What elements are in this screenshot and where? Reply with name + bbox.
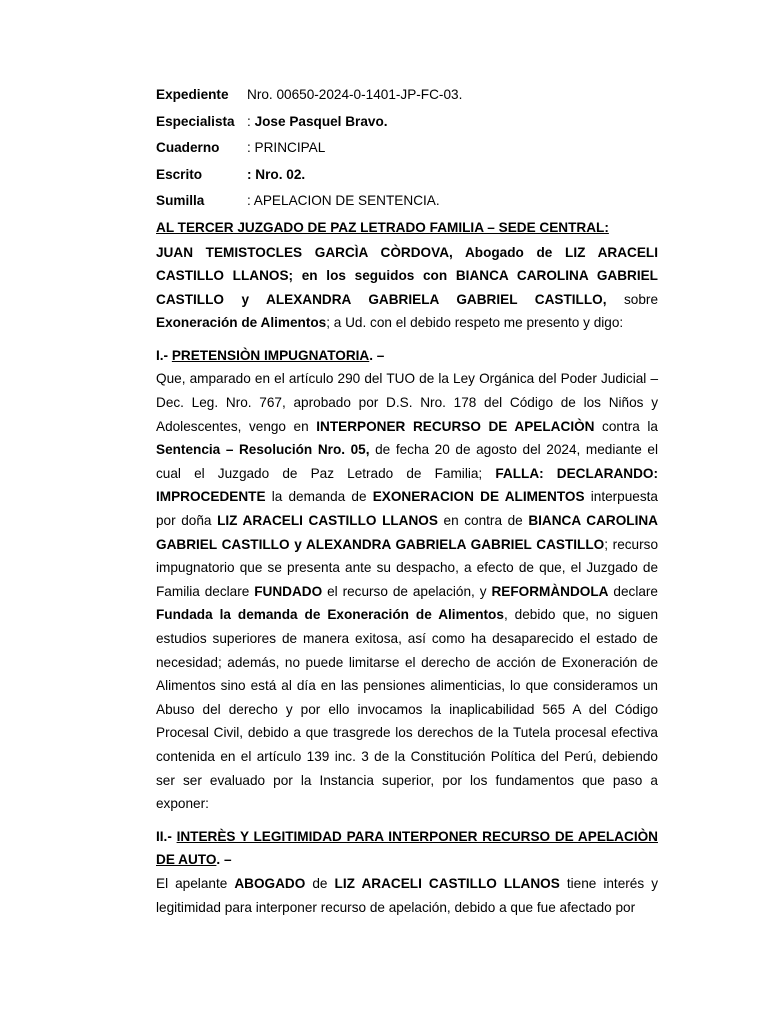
section-number: I.-	[156, 347, 172, 363]
document-page	[156, 82, 658, 919]
text-run: El apelante	[156, 875, 235, 891]
intro-text: ; a Ud. con el debido respeto me presento y digo:	[326, 315, 624, 331]
text-run-bold: REFORMÀNDOLA	[491, 583, 609, 599]
text-run-bold: LIZ ARACELI CASTILLO LLANOS	[217, 513, 438, 529]
header-value: Nro. 00650-2024-0-1401-JP-FC-03.	[247, 87, 463, 102]
intro-parties: JUAN TEMISTOCLES GARCÌA CÒRDOVA, Abogado de LIZ ARACELI CASTILLO LLANOS; en los seguidos con BIANCA CAROLINA GABRIEL CASTILLO y ALEXANDRA GABRIELA GABRIEL CASTILLO,	[156, 244, 658, 307]
section-1-heading	[156, 344, 658, 368]
text-run: el recurso de apelación, y	[322, 583, 492, 599]
header-row-sumilla	[156, 188, 658, 215]
text-run-bold: Sentencia – Resolución Nro. 05,	[156, 442, 370, 458]
text-run: interpuesta por doña	[156, 489, 658, 529]
header-label: Expediente	[156, 87, 229, 102]
intro-matter: Exoneración de Alimentos	[156, 315, 327, 331]
text-run-bold: INTERPONER RECURSO DE APELACIÒN	[316, 418, 595, 434]
text-run: Que, amparado en el artículo 290 del TUO de la Ley Orgánica del Poder Judicial – Dec. Leg. Nro. 767, aprobado por D.S. Nro. 178 del Código de los Niños y Adolescentes, vengo en	[156, 371, 658, 434]
text-run-bold: FUNDADO	[254, 583, 323, 599]
text-run-bold: LIZ ARACELI CASTILLO LLANOS	[334, 875, 560, 891]
text-run: , debido que, no siguen estudios superiores de manera exitosa, así como ha desaparecido el estado de necesidad; además, no puede limitarse el derecho de acción de Exoneración de Alimentos sino está al día en las pensiones alimenticias, lo que consideramos un Abuso del derecho y por ello invocamos la inaplicabilidad 565 A del Código Procesal Civil, debido a que trasgrede los derechos de la Tutela procesal efectiva contenida en el artículo 139 inc. 3 de la Constitución Política del Perú, debiendo ser ser evaluado por la Instancia superior, por los fundamentos que paso a exponer:	[156, 607, 659, 812]
header-label: Escrito	[156, 166, 203, 182]
header-label: Sumilla	[156, 193, 205, 208]
text-run-bold: EXONERACION DE ALIMENTOS	[372, 489, 585, 505]
header-label: Cuaderno	[156, 140, 220, 155]
intro-paragraph	[156, 241, 658, 335]
text-run: la demanda de	[265, 489, 373, 505]
header-value: : Nro. 02.	[247, 166, 306, 182]
header-value: : APELACION DE SENTENCIA.	[247, 193, 440, 208]
text-run: tiene interés y legitimidad para interponer recurso de apelación, debido a que fue afectado por	[156, 875, 658, 915]
header-row-cuaderno	[156, 135, 658, 162]
header-row-escrito	[156, 162, 658, 189]
header-row-expediente	[156, 82, 658, 109]
section-2-heading	[156, 825, 658, 872]
text-run-bold: Fundada la demanda de Exoneración de Alimentos	[156, 607, 504, 623]
intro-text: sobre	[606, 291, 659, 307]
header-value: : PRINCIPAL	[247, 140, 326, 155]
section-number: II.-	[156, 828, 177, 844]
text-run: ; recurso impugnatorio que se presenta ante su despacho, a efecto de que, el Juzgado de Familia declare	[156, 536, 658, 599]
header-value-text: Jose Pasquel Bravo.	[254, 113, 388, 129]
text-run-bold: BIANCA CAROLINA GABRIEL CASTILLO y ALEXANDRA GABRIELA GABRIEL CASTILLO	[156, 513, 658, 552]
addressee-line: AL TERCER JUZGADO DE PAZ LETRADO FAMILIA – SEDE CENTRAL:	[156, 219, 609, 235]
header-row-especialista	[156, 109, 658, 136]
section-title: INTERÈS Y LEGITIMIDAD PARA INTERPONER RECURSO DE APELACIÒN DE AUTO	[156, 828, 658, 868]
section-2-paragraph	[156, 872, 658, 919]
case-header	[156, 82, 658, 215]
text-run-bold: FALLA: DECLARANDO: IMPROCEDENTE	[156, 465, 658, 505]
section-suffix: . –	[369, 347, 385, 363]
header-value	[247, 109, 388, 136]
text-run: declare	[608, 583, 658, 599]
section-1-paragraph	[156, 367, 658, 815]
text-run: de fecha 20 de agosto del 2024, mediante el cual el Juzgado de Paz Letrado de Familia;	[156, 442, 658, 481]
text-run: contra la	[594, 418, 658, 434]
text-run: de	[305, 875, 335, 891]
section-title: PRETENSIÒN IMPUGNATORIA	[171, 347, 370, 363]
text-run: en contra de	[437, 513, 529, 529]
header-value-prefix: :	[247, 113, 255, 129]
header-label: Especialista	[156, 113, 235, 129]
text-run-bold: ABOGADO	[234, 875, 306, 891]
section-suffix: . –	[216, 852, 232, 868]
